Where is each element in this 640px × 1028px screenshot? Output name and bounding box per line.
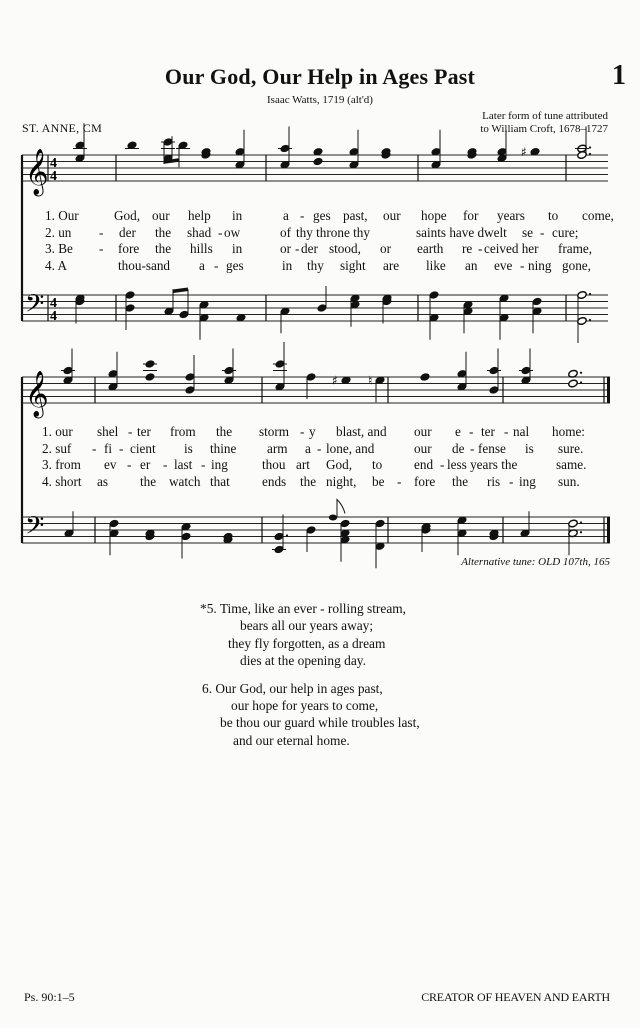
lyric-syllable: frame, bbox=[558, 241, 593, 257]
lyric-syllable: home: bbox=[552, 424, 585, 439]
lyric-syllable: the bbox=[216, 424, 233, 439]
note-treble bbox=[143, 360, 157, 382]
lyric-syllable: ceived her bbox=[484, 241, 539, 257]
lyric-syllable: - bbox=[127, 457, 132, 473]
lyric-syllable: ris bbox=[487, 473, 501, 489]
bass-clef-icon: 𝄢 bbox=[25, 289, 45, 325]
lyric-syllable: thy bbox=[307, 257, 324, 273]
lyric-syllable: - bbox=[300, 208, 305, 223]
note-bass bbox=[421, 522, 431, 552]
lyric-syllable: ter bbox=[481, 424, 495, 439]
note-treble bbox=[313, 147, 323, 166]
lyric-syllable: fi bbox=[104, 440, 113, 456]
lyric-syllable: as bbox=[97, 473, 108, 489]
lyric-syllable: 4. A bbox=[45, 257, 67, 273]
lyric-syllable: thine bbox=[210, 440, 237, 456]
natural-icon: ♮ bbox=[368, 373, 373, 388]
lyric-syllable: blast, and bbox=[336, 424, 387, 439]
svg-text:4: 4 bbox=[50, 309, 57, 324]
lyric-syllable: ning bbox=[528, 257, 552, 273]
note-bass bbox=[577, 291, 591, 343]
bass-staff bbox=[22, 295, 608, 321]
composer-line-2: to William Croft, 1678–1727 bbox=[480, 122, 608, 135]
note-treble bbox=[108, 352, 118, 391]
lyric-syllable: a bbox=[199, 257, 205, 273]
note-treble bbox=[306, 373, 316, 399]
note-treble bbox=[381, 147, 391, 159]
lyric-syllable: ev bbox=[104, 457, 117, 473]
lyric-syllable: de bbox=[452, 440, 465, 456]
note-treble bbox=[457, 352, 467, 391]
lyric-syllable: the bbox=[300, 473, 317, 489]
note-bass bbox=[429, 291, 439, 340]
lyric-syllable: from bbox=[170, 424, 196, 439]
final-barline bbox=[607, 377, 610, 403]
lyric-syllable: - bbox=[119, 440, 124, 456]
note-bass bbox=[317, 286, 327, 312]
lyric-syllable: - bbox=[99, 224, 104, 240]
lyric-syllable: gone, bbox=[562, 257, 591, 273]
lyric-syllable: of bbox=[280, 224, 291, 240]
note-treble bbox=[467, 147, 477, 159]
note-bass bbox=[272, 515, 288, 554]
lyric-syllable: help bbox=[188, 208, 211, 223]
lyric-syllable: - bbox=[520, 257, 525, 273]
lyric-syllable: - bbox=[300, 424, 305, 439]
note-bass bbox=[223, 532, 233, 544]
lyric-syllable: in bbox=[232, 208, 243, 223]
lyric-syllable: art bbox=[296, 457, 310, 473]
lyric-syllable: 1. our bbox=[42, 424, 73, 439]
lyric-syllable: like bbox=[426, 257, 446, 273]
lyric-syllable: to bbox=[372, 457, 383, 473]
lyric-syllable: watch bbox=[169, 473, 201, 489]
lyric-syllable: our bbox=[383, 208, 401, 223]
lyric-syllable: for bbox=[463, 208, 479, 223]
lyric-syllable: 3. from bbox=[42, 457, 81, 473]
lyric-syllable: come, bbox=[582, 208, 614, 223]
lyric-syllable: - bbox=[470, 440, 475, 456]
lyric-syllable: 4. short bbox=[42, 473, 82, 489]
lyric-syllable: storm bbox=[259, 424, 290, 439]
lyric-syllable: sun. bbox=[558, 473, 580, 489]
note-bass bbox=[489, 529, 499, 541]
lyric-syllable: sight bbox=[340, 257, 366, 273]
note-bass bbox=[499, 294, 509, 340]
stanza-line: bears all our years away; bbox=[240, 618, 374, 634]
lyric-syllable: end bbox=[414, 457, 434, 473]
hymn-number: 1 bbox=[612, 60, 626, 91]
lyric-syllable: a bbox=[305, 440, 311, 456]
note-bass bbox=[280, 307, 290, 333]
time-signature: 4 bbox=[50, 156, 57, 171]
note-bass bbox=[64, 511, 74, 537]
lyric-syllable: se bbox=[522, 224, 533, 240]
tune-name: ST. ANNE, CM bbox=[22, 121, 103, 135]
lyric-syllable: ges bbox=[226, 257, 244, 273]
lyric-syllable: - bbox=[478, 241, 483, 257]
note-bass bbox=[199, 300, 209, 339]
lyric-syllable: - bbox=[99, 241, 104, 257]
lyric-syllable: ges bbox=[313, 208, 331, 223]
sharp-icon: ♯ bbox=[332, 373, 338, 388]
stanza-line: dies at the opening day. bbox=[240, 653, 366, 669]
lyric-syllable: an bbox=[465, 257, 478, 273]
lyric-syllable: ter bbox=[137, 424, 151, 439]
lyric-syllable: - bbox=[504, 424, 509, 439]
lyric-syllable: re bbox=[462, 241, 473, 257]
lyric-syllable: sure. bbox=[558, 440, 584, 456]
lyric-syllable: - bbox=[92, 440, 97, 456]
lyric-syllable: shad bbox=[187, 224, 212, 240]
note-treble bbox=[368, 373, 385, 402]
note-treble bbox=[176, 141, 190, 167]
note-treble bbox=[332, 373, 351, 387]
lyric-syllable: ing bbox=[519, 473, 536, 489]
additional-stanzas bbox=[200, 600, 420, 759]
lyric-syllable: to bbox=[548, 208, 559, 223]
note-bass bbox=[145, 529, 155, 541]
lyric-syllable: - bbox=[397, 473, 402, 489]
lyric-syllable: - bbox=[440, 457, 445, 473]
lyric-syllable: in bbox=[232, 241, 243, 257]
lyric-syllable: our bbox=[152, 208, 170, 223]
note-treble bbox=[235, 130, 245, 169]
lyric-syllable: the bbox=[452, 473, 469, 489]
note-bass bbox=[532, 297, 542, 333]
lyric-syllable: or bbox=[380, 241, 391, 257]
note-bass bbox=[463, 300, 473, 333]
final-barline bbox=[607, 517, 610, 543]
note-treble bbox=[201, 147, 211, 159]
stanza-line: be thou our guard while troubles last, bbox=[220, 715, 420, 731]
stanza-line: and our eternal home. bbox=[233, 732, 350, 748]
lyric-syllable: fore bbox=[414, 473, 436, 489]
lyric-syllable: y bbox=[309, 424, 316, 439]
treble-staff bbox=[22, 155, 608, 181]
music-system-2 bbox=[0, 357, 640, 577]
lyric-syllable: ing bbox=[211, 457, 228, 473]
alternative-tune-note: Alternative tune: OLD 107th, 165 bbox=[461, 556, 610, 568]
lyric-syllable: our bbox=[414, 440, 432, 456]
note-treble bbox=[568, 369, 582, 388]
lyric-syllable: nal bbox=[513, 424, 530, 439]
note-treble bbox=[349, 130, 359, 169]
lyric-syllable: der bbox=[119, 224, 136, 240]
lyric-syllable: hills bbox=[190, 241, 213, 257]
beam bbox=[164, 160, 179, 162]
note-treble bbox=[185, 355, 195, 394]
lyric-syllable: - bbox=[469, 424, 474, 439]
note-bass bbox=[350, 294, 360, 327]
lyric-syllable: or bbox=[280, 241, 291, 257]
lyric-syllable: - bbox=[201, 457, 206, 473]
lyric-syllable: cure; bbox=[552, 224, 579, 240]
lyric-syllable: night, bbox=[326, 473, 357, 489]
lyric-syllable: last bbox=[174, 457, 193, 473]
lyric-syllable: be bbox=[372, 473, 385, 489]
note-bass bbox=[375, 519, 385, 568]
note-bass bbox=[75, 294, 85, 324]
note-bass bbox=[568, 519, 582, 555]
time-signature: 4 bbox=[50, 296, 57, 311]
lyric-syllable: lone, and bbox=[326, 440, 375, 456]
note-bass bbox=[457, 516, 467, 555]
note-treble bbox=[431, 130, 441, 169]
note-treble bbox=[497, 130, 507, 163]
lyric-syllable: are bbox=[383, 257, 400, 273]
note-bass bbox=[306, 526, 316, 552]
lyric-syllable: - bbox=[218, 224, 223, 240]
lyric-syllable: - bbox=[295, 241, 300, 257]
stanza-line: our hope for years to come, bbox=[231, 698, 379, 714]
lyric-syllable: past, bbox=[343, 208, 368, 223]
lyric-syllable: thy throne thy bbox=[296, 224, 370, 240]
beam bbox=[173, 289, 188, 291]
treble-clef-icon: 𝄞 bbox=[25, 149, 49, 195]
lyric-syllable: ends bbox=[262, 473, 287, 489]
lyric-syllable: 1. Our bbox=[45, 208, 79, 223]
note-bass bbox=[329, 500, 350, 562]
text-author: Isaac Watts, 1719 (alt'd) bbox=[267, 94, 373, 106]
note-treble bbox=[521, 145, 540, 159]
lyric-syllable: arm bbox=[267, 440, 288, 456]
svg-text:4: 4 bbox=[50, 169, 57, 184]
lyric-syllable: der bbox=[301, 241, 318, 257]
lyric-syllable: the bbox=[155, 241, 172, 257]
lyric-syllable: eve bbox=[494, 257, 513, 273]
lyric-syllable: earth bbox=[417, 241, 444, 257]
lyric-syllable: - bbox=[317, 440, 322, 456]
bass-clef-icon: 𝄢 bbox=[25, 511, 45, 547]
lyric-syllable: God, bbox=[114, 208, 141, 223]
lyric-syllable: er bbox=[140, 457, 151, 473]
stanza-line: 6. Our God, our help in ages past, bbox=[202, 680, 383, 696]
lyric-syllable: thou bbox=[262, 457, 286, 473]
music-system-1 bbox=[0, 135, 640, 355]
lyric-syllable: - bbox=[163, 457, 168, 473]
lyric-syllable: thou-sand bbox=[118, 257, 171, 273]
lyric-syllable: hope bbox=[421, 208, 447, 223]
lyric-syllable: shel bbox=[97, 424, 119, 439]
lyric-syllable: is bbox=[184, 440, 193, 456]
note-bass bbox=[382, 294, 392, 324]
treble-clef-icon: 𝄞 bbox=[25, 371, 49, 417]
lyric-syllable: - bbox=[128, 424, 133, 439]
lyric-syllable: ow bbox=[224, 224, 241, 240]
stanza-line: they fly forgotten, as a dream bbox=[228, 635, 386, 651]
lyric-syllable: less years the bbox=[447, 457, 518, 473]
lyric-syllable: a bbox=[283, 208, 289, 223]
stanza-6 bbox=[200, 680, 420, 750]
lyric-syllable: 2. un bbox=[45, 224, 72, 240]
note-treble bbox=[487, 349, 501, 395]
note-bass bbox=[125, 291, 135, 330]
section-heading: CREATOR OF HEAVEN AND EARTH bbox=[421, 990, 610, 1004]
lyric-syllable: our bbox=[414, 424, 432, 439]
lyric-syllable: that bbox=[210, 473, 230, 489]
tune-composer bbox=[480, 110, 608, 135]
lyric-syllable: stood, bbox=[329, 241, 361, 257]
note-treble bbox=[420, 373, 430, 382]
lyric-syllable: the bbox=[155, 224, 172, 240]
composer-line-1: Later form of tune attributed bbox=[482, 110, 608, 122]
scripture-reference: Ps. 90:1–5 bbox=[24, 990, 75, 1004]
lyric-syllable: saints have dwelt bbox=[416, 224, 507, 240]
note-bass bbox=[520, 511, 530, 537]
lyric-syllable: 2. suf bbox=[42, 440, 72, 456]
lyric-syllable: is bbox=[525, 440, 534, 456]
lyric-syllable: in bbox=[282, 257, 293, 273]
lyric-syllable: same. bbox=[556, 457, 587, 473]
lyric-syllable: - bbox=[509, 473, 514, 489]
lyric-syllable: God, bbox=[326, 457, 353, 473]
lyric-syllable: - bbox=[214, 257, 219, 273]
note-treble bbox=[125, 141, 139, 150]
note-bass bbox=[181, 522, 191, 558]
lyric-syllable: e bbox=[455, 424, 461, 439]
lyric-syllable: fore bbox=[118, 241, 140, 257]
stanza-line: *5. Time, like an ever - rolling stream, bbox=[200, 601, 407, 616]
lyric-syllable: fense bbox=[478, 440, 506, 456]
stanza-5 bbox=[200, 600, 420, 670]
lyric-syllable: cient bbox=[130, 440, 156, 456]
sharp-icon: ♯ bbox=[521, 144, 527, 159]
lyric-syllable: the bbox=[140, 473, 157, 489]
note-bass bbox=[109, 519, 119, 555]
hymn-title: Our God, Our Help in Ages Past bbox=[164, 64, 476, 89]
lyric-syllable: years bbox=[497, 208, 525, 223]
lyric-syllable: - bbox=[540, 224, 545, 240]
note-treble bbox=[278, 127, 292, 170]
lyric-syllable: 3. Be bbox=[45, 241, 73, 257]
